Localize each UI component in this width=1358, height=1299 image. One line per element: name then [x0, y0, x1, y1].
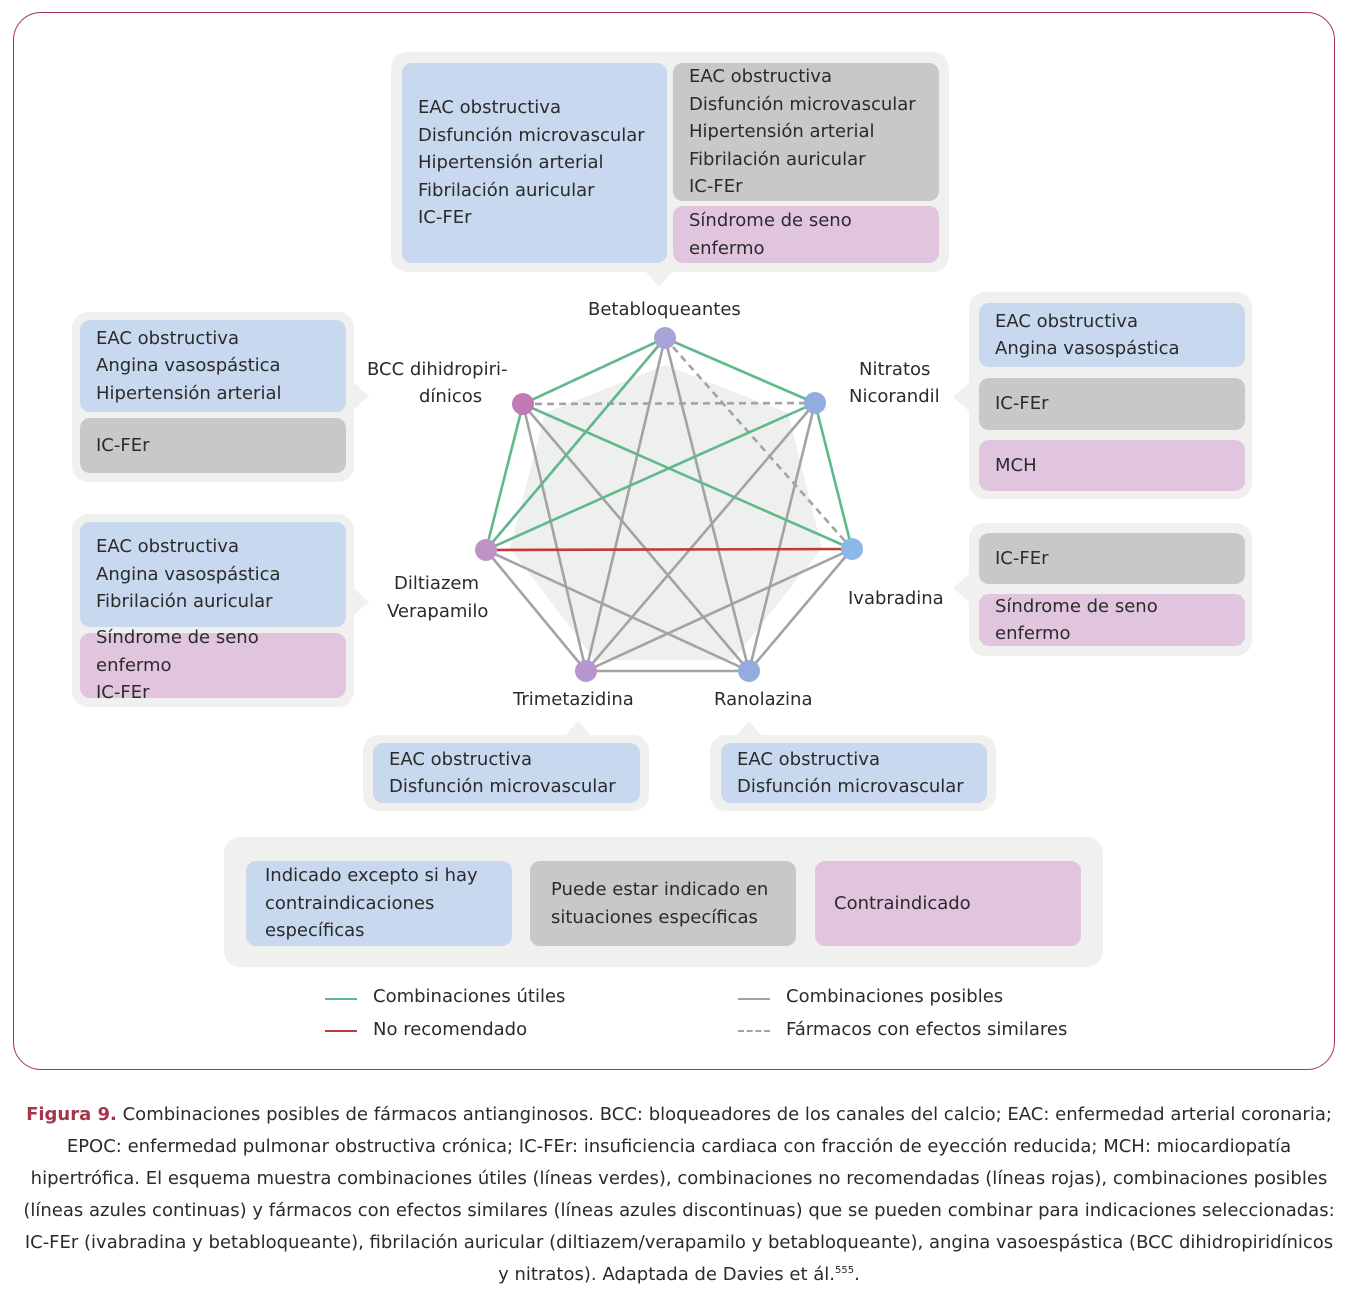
legend-not-recommended-line [325, 1030, 357, 1032]
legend-indicated-box [246, 861, 512, 946]
node-label-diltiazem: Diltiazem [394, 573, 480, 594]
node-label-trimetazidina: Trimetazidina [513, 689, 634, 710]
node-betabloqueantes [654, 327, 676, 349]
edge-not-recommended-diltiazem-ivabradina [486, 549, 852, 550]
node-ranolazina [738, 660, 760, 682]
legend-similar-text: Fármacos con efectos similares [786, 1019, 1068, 1040]
indication-text: EAC obstructiva [389, 748, 532, 770]
node-label-bcc: BCC dihidropiri- [367, 359, 508, 380]
indication-text: EAC obstructiva [418, 97, 561, 119]
indication-text: Síndrome de seno enfermo [689, 210, 852, 259]
indication-text: Hipertensión arterial [418, 152, 604, 174]
indication-text: Síndrome de seno enfermo [96, 627, 259, 676]
figure-caption [20, 1099, 1338, 1291]
indication-text: Disfunción microvascular [389, 776, 616, 797]
indication-text: EAC obstructiva [737, 748, 880, 770]
legend-specific-box [530, 861, 796, 946]
node-diltiazem [475, 539, 497, 561]
caption-figure-label: Figura 9. [26, 1104, 117, 1125]
legend-text: Indicado excepto si hay [265, 865, 478, 887]
indication-text: IC-FEr [96, 434, 150, 456]
heptagon-background [510, 365, 822, 660]
indication-text: Hipertensión arterial [96, 382, 282, 404]
node-nitratos [804, 392, 826, 414]
legend-contraindicated-box [815, 861, 1081, 946]
legend-text: Contraindicado [834, 892, 971, 914]
node-trimetazidina [575, 660, 597, 682]
edge-similar-bcc-nitratos [523, 403, 815, 404]
indication-text: Fibrilación auricular [418, 179, 595, 201]
legend-useful-line [325, 998, 357, 1000]
legend-possible-text: Combinaciones posibles [786, 986, 1004, 1007]
indication-text: IC-FEr [995, 393, 1049, 415]
caption-text: Combinaciones posibles de fármacos antianginosos. BCC: bloqueadores de los canales del calcio; EAC: enfermedad arterial coronaria; EPOC: enfermedad pulmonar obstructiva crónica; IC-FEr: insuficiencia cardiaca con fracción de eyección reducida; MCH: miocardiopatía hipertrófica. El esquema muestra combinaciones útiles (líneas verdes), combinaciones no recomendadas (líneas rojas), combinaciones posibles (líneas azules continuas) y fármacos con efectos similares (líneas azules discontinuas) que se pueden combinar para indicaciones seleccionadas: IC-FEr (ivabradina y betabloqueante), fibrilación auricular (diltiazem/verapamilo y betabloqueante), angina vasoespástica (BCC dihidropiridínicos y nitratos). Adaptada de Davies et ál. [23, 1104, 1335, 1285]
node-label-ranolazina: Ranolazina [714, 689, 813, 710]
indication-text: Fibrilación auricular [96, 591, 273, 613]
caption-end: . [854, 1264, 860, 1285]
indication-text: Angina vasospástica [96, 355, 281, 377]
indication-text: IC-FEr [689, 176, 743, 198]
indication-text: Hipertensión arterial [689, 121, 875, 143]
legend-text: Puede estar indicado en [551, 879, 769, 900]
indication-text: EAC obstructiva [96, 327, 239, 349]
caption-reference: 555 [835, 1265, 855, 1276]
node-label-bcc-line2: dínicos [419, 386, 483, 407]
node-bcc [512, 393, 534, 415]
indication-text: Disfunción microvascular [737, 776, 964, 797]
node-label-verapamilo: Verapamilo [387, 601, 489, 622]
indication-text: EAC obstructiva [96, 536, 239, 558]
indication-text: IC-FEr [418, 207, 472, 229]
node-ivabradina [841, 538, 863, 560]
indication-text: Disfunción microvascular [689, 93, 916, 115]
indication-text: Fibrilación auricular [689, 148, 866, 170]
legend-text: situaciones específicas [551, 906, 758, 928]
indication-text: MCH [995, 454, 1037, 476]
legend-text: contraindicaciones [265, 892, 435, 914]
legend-useful-text: Combinaciones útiles [373, 986, 566, 1007]
legend-text: específicas [265, 920, 365, 942]
indication-text: Angina vasospástica [96, 563, 281, 585]
indication-text: Angina vasospástica [995, 338, 1180, 359]
legend-possible-line [738, 998, 770, 1000]
legend-not-recommended-text: No recomendado [373, 1019, 528, 1040]
indication-text: EAC obstructiva [995, 310, 1138, 332]
indication-text: IC-FEr [995, 547, 1049, 569]
node-label-nicorandil: Nicorandil [849, 386, 940, 407]
node-label-nitratos: Nitratos [859, 359, 931, 380]
indication-text: EAC obstructiva [689, 66, 832, 88]
indication-text: Síndrome de seno enfermo [995, 595, 1158, 644]
indication-text: Disfunción microvascular [418, 124, 645, 146]
node-label-ivabradina: Ivabradina [848, 588, 944, 609]
indication-text: IC-FEr [96, 682, 150, 704]
node-label-betabloqueantes: Betabloqueantes [588, 299, 741, 320]
legend-similar-line [738, 1030, 770, 1032]
